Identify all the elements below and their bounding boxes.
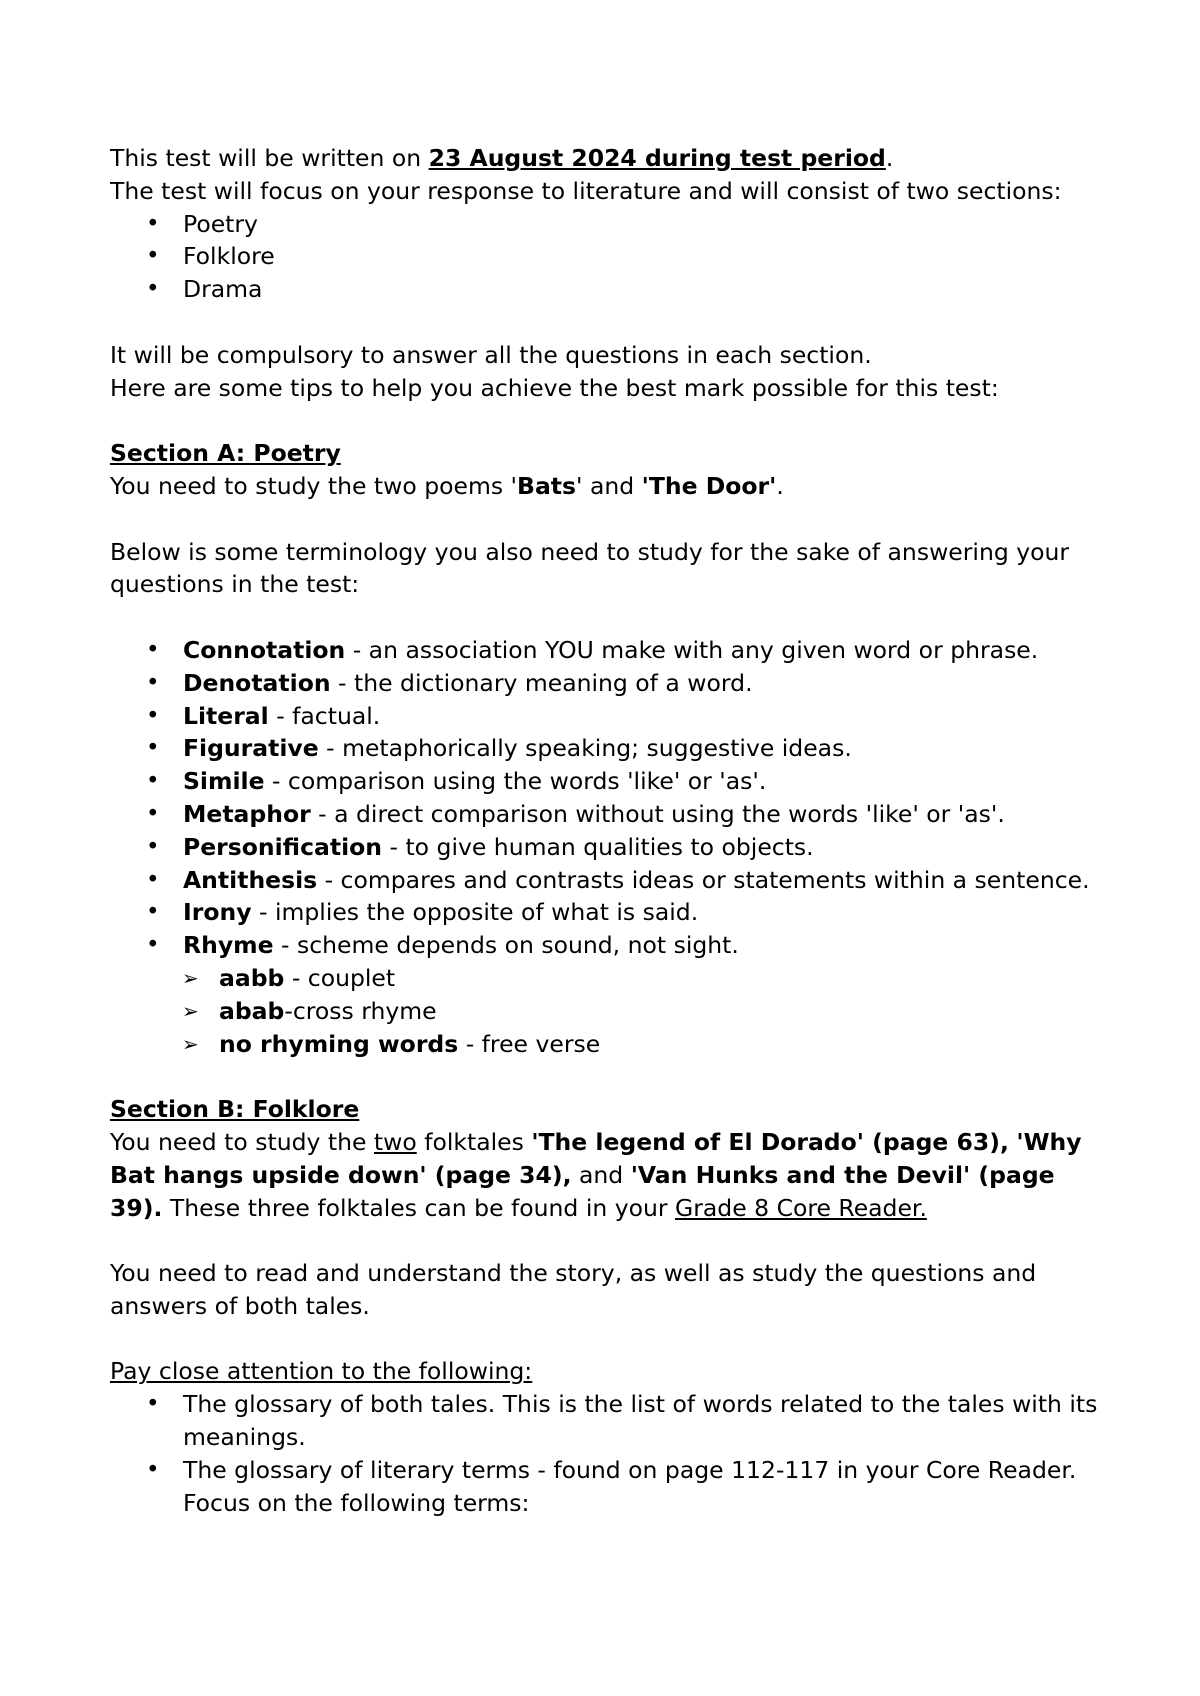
- section-b-heading: Section B: Folklore: [110, 1095, 360, 1124]
- compulsory-note: It will be compulsory to answer all the questions in each section.: [110, 340, 872, 369]
- tips-intro: Here are some tips to help you achieve the best mark possible for this test:: [110, 373, 999, 402]
- read-understand-note: You need to read and understand the story, as well as study the questions and answers of both tales.: [110, 1259, 1037, 1320]
- core-reader: Grade 8 Core Reader.: [675, 1193, 927, 1222]
- list-item: ➢ aabb - couplet: [110, 962, 1100, 995]
- list-item: • Drama: [110, 273, 1100, 306]
- list-item: • Simile - comparison using the words 'like' or 'as'.: [110, 765, 1100, 798]
- list-item: ➢ no rhyming words - free verse: [110, 1028, 1100, 1061]
- folktales-instruction: You need to study the two folktales 'The legend of El Dorado' (page 63), 'Why Bat hangs upside down' (page 34), and 'Van Hunks and the Devil' (page 39). These three folktales can be found in your Grade 8 Core Reader.: [110, 1127, 1082, 1222]
- intro-focus: The test will focus on your response to literature and will consist of two sections:: [110, 176, 1062, 205]
- terminology-list: [110, 634, 1100, 962]
- list-item: • Personification - to give human qualities to objects.: [110, 831, 1100, 864]
- list-item: • Irony - implies the opposite of what is said.: [110, 896, 1100, 929]
- list-item: • Antithesis - compares and contrasts ideas or statements within a sentence.: [110, 864, 1100, 897]
- sections-list: [110, 208, 1100, 306]
- test-date: 23 August 2024 during test period: [428, 144, 886, 172]
- list-item: • Folklore: [110, 240, 1100, 273]
- attention-heading: Pay close attention to the following:: [110, 1357, 533, 1386]
- attention-list: [110, 1388, 1100, 1519]
- list-item: • Poetry: [110, 208, 1100, 241]
- list-item: • Connotation - an association YOU make with any given word or phrase.: [110, 634, 1100, 667]
- list-item: • Figurative - metaphorically speaking; suggestive ideas.: [110, 732, 1100, 765]
- rhyme-types-list: [110, 962, 1100, 1060]
- section-a-heading: Section A: Poetry: [110, 439, 341, 468]
- poems-instruction: You need to study the two poems 'Bats' and 'The Door'.: [110, 471, 784, 500]
- list-item: ➢ abab-cross rhyme: [110, 995, 1100, 1028]
- list-item: • The glossary of literary terms - found on page 112-117 in your Core Reader. Focus on the following terms:: [110, 1454, 1100, 1520]
- terminology-intro: Below is some terminology you also need to study for the sake of answering your questions in the test:: [110, 537, 1070, 599]
- list-item: • Denotation - the dictionary meaning of a word.: [110, 667, 1100, 700]
- list-item: • The glossary of both tales. This is the list of words related to the tales with its meanings.: [110, 1388, 1100, 1454]
- list-item: • Rhyme - scheme depends on sound, not sight.: [110, 929, 1100, 962]
- list-item: • Metaphor - a direct comparison without using the words 'like' or 'as'.: [110, 798, 1100, 831]
- intro-test-date: This test will be written on 23 August 2024 during test period.: [110, 144, 894, 172]
- list-item: • Literal - factual.: [110, 700, 1100, 733]
